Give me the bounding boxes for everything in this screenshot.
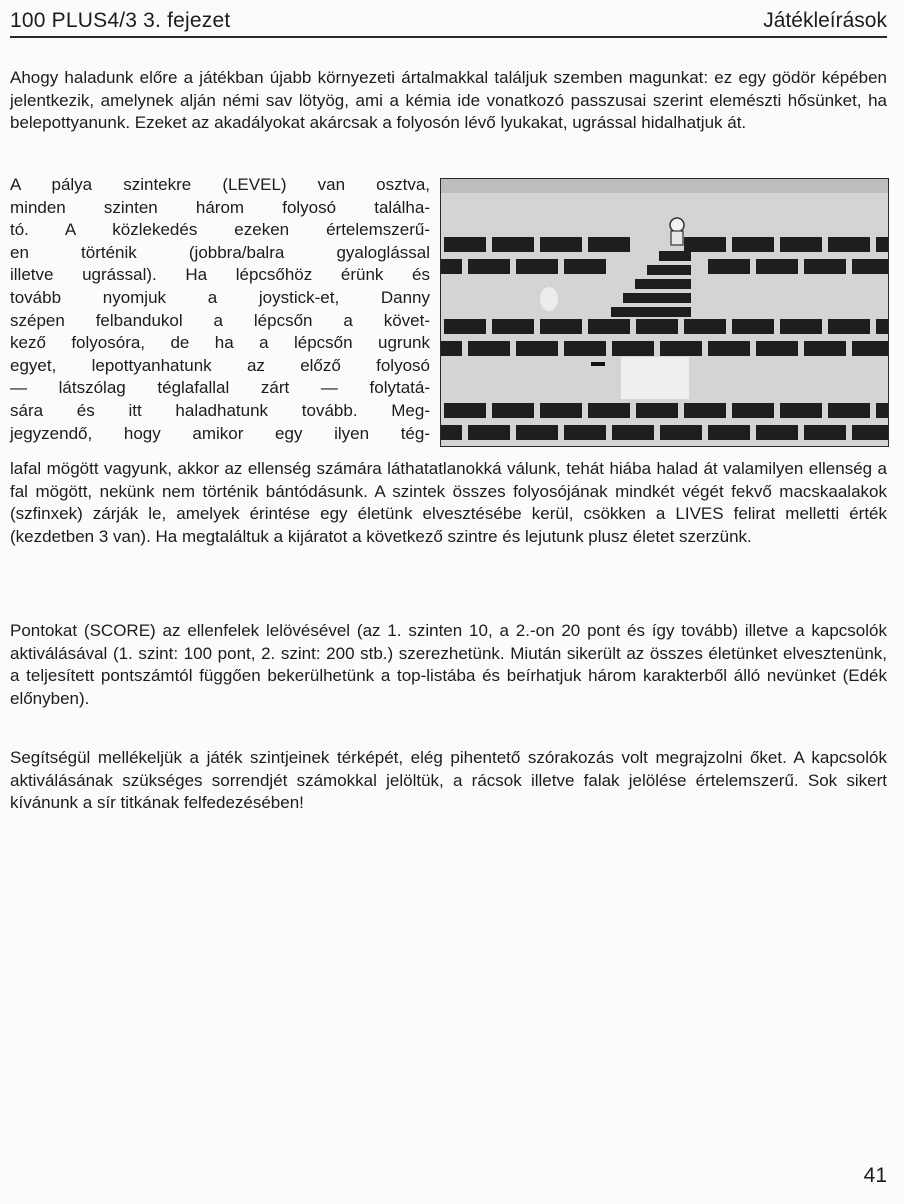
brick xyxy=(804,259,846,274)
switch-marker xyxy=(591,362,605,366)
paragraph-levels-wrapped xyxy=(10,174,430,445)
brick xyxy=(708,341,750,356)
brick xyxy=(441,259,462,274)
brick xyxy=(876,403,888,418)
running-head-left: 100 PLUS4/3 3. fejezet xyxy=(10,9,231,32)
stair-step xyxy=(659,251,691,261)
text-line: kező folyosóra, de ha a lépcsőn ugrunk xyxy=(10,333,430,353)
brick xyxy=(708,259,750,274)
brick xyxy=(492,237,534,252)
brick xyxy=(828,237,870,252)
player-sprite xyxy=(670,218,684,245)
brick xyxy=(660,425,702,440)
brick xyxy=(564,341,606,356)
brick xyxy=(516,425,558,440)
game-screenshot xyxy=(440,178,889,447)
brick xyxy=(636,403,678,418)
text-line: tó. A közlekedés ezeken értelemszerű- xyxy=(10,220,430,240)
text-line: jegyzendő, hogy amikor egy ilyen tég- xyxy=(10,423,430,443)
brick xyxy=(780,403,822,418)
brick xyxy=(852,425,888,440)
brick xyxy=(444,319,486,334)
brick xyxy=(516,341,558,356)
brick xyxy=(780,237,822,252)
running-head-right: Játékleírások xyxy=(763,9,887,32)
brick xyxy=(852,259,888,274)
brick xyxy=(684,237,726,252)
brick xyxy=(540,237,582,252)
brick xyxy=(780,319,822,334)
brick xyxy=(468,259,510,274)
brick xyxy=(540,319,582,334)
text-line: sára és itt haladhatunk tovább. Meg- xyxy=(10,400,430,420)
brick xyxy=(876,319,888,334)
brick xyxy=(756,259,798,274)
text-line: minden szinten három folyosó találha- xyxy=(10,197,430,217)
text-line: szépen felbandukol a lépcsőn a követ- xyxy=(10,310,430,330)
brick xyxy=(588,403,630,418)
page-header xyxy=(10,6,887,38)
brick xyxy=(684,403,726,418)
brick xyxy=(564,425,606,440)
brick xyxy=(684,319,726,334)
brick xyxy=(612,425,654,440)
brick xyxy=(636,319,678,334)
brick xyxy=(804,425,846,440)
brick xyxy=(588,237,630,252)
brick xyxy=(468,425,510,440)
brick xyxy=(441,341,462,356)
paragraph-levels-continued: lafal mögött vagyunk, akkor az ellenség számára láthatatlanokká válunk, tehát hiába halad át valamilyen ellenség a fal mögött, nekünk nem történik bántódásunk. A szintek összes folyosójának mindkét végét fekvő macskaalakok (szfinxek) zárják le, amelyek érintése egy életünk elvesztésébe kerül, csökken a LIVES felirat melletti érték (kezdetben 3 van). Ha megtaláltuk a kijáratot a következő szintre és lejutunk plusz életet szerzünk. xyxy=(10,459,887,546)
text-line: en történik (jobbra/balra gyaloglással xyxy=(10,242,430,262)
paragraph-score: Pontokat (SCORE) az ellenfelek lelövésével (az 1. szinten 10, a 2.-on 20 pont és így tovább) illetve a kapcsolók aktiválásával (1. szint: 100 pont, 2. szint: 200 stb.) szerezhetünk. Miután sikerült az összes életünket elvesztenünk, a teljesített pontszámtól függően bekerülhetünk a top-listába és beírhatjuk három karakterből álló nevünket (Edék előnyben). xyxy=(10,621,887,708)
paragraph-maps: Segítségül mellékeljük a játék szintjeinek térképét, elég pihentető szórakozás volt megrajzolni őket. A kapcsolók aktiválásának szükséges sorrendjét számokkal jelöltük, a rácsok illetve falak jelölése értelemszerű. Sok sikert kívánunk a sír titkának felfedezésében! xyxy=(10,748,887,813)
brick xyxy=(828,403,870,418)
brick xyxy=(756,341,798,356)
doorway-patch xyxy=(621,357,689,399)
brick xyxy=(876,237,888,252)
brick xyxy=(828,319,870,334)
brick xyxy=(732,403,774,418)
text-line: A pálya szintekre (LEVEL) van osztva, xyxy=(10,175,430,194)
brick xyxy=(540,403,582,418)
stair-step xyxy=(611,307,691,317)
brick xyxy=(468,341,510,356)
brick xyxy=(804,341,846,356)
stair-step xyxy=(635,279,691,289)
text-line: — látszólag téglafallal zárt — folytatá- xyxy=(10,378,430,398)
stair-step xyxy=(647,265,691,275)
brick-wall-scene xyxy=(441,179,888,446)
brick xyxy=(852,341,888,356)
paragraph-intro: Ahogy haladunk előre a játékban újabb környezeti ártalmakkal találjuk szemben magunkat: ez egy gödör képében jelentkezik, amelynek alján némi sav lötyög, ami a kémia ide vonatkozó passzusai szerint elemészti hősünket, ha belepottyanunk. Ezeket az akadályokat akárcsak a folyosón lévő lyukakat, ugrással hidalhatjuk át. xyxy=(10,68,887,133)
text-line: egyet, lepottyanhatunk az előző folyosó xyxy=(10,355,430,375)
brick xyxy=(492,403,534,418)
page-number: 41 xyxy=(863,1164,887,1187)
brick xyxy=(444,237,486,252)
enemy-sprite xyxy=(540,287,558,311)
brick xyxy=(732,319,774,334)
text-line: illetve ugrással). Ha lépcsőhöz érünk és xyxy=(10,265,430,285)
text-line: tovább nyomjuk a joystick-et, Danny xyxy=(10,287,430,307)
brick xyxy=(492,319,534,334)
brick xyxy=(660,341,702,356)
brick xyxy=(732,237,774,252)
brick xyxy=(564,259,606,274)
brick xyxy=(516,259,558,274)
brick xyxy=(708,425,750,440)
brick xyxy=(444,403,486,418)
brick xyxy=(612,341,654,356)
brick xyxy=(756,425,798,440)
brick xyxy=(441,425,462,440)
stair-step xyxy=(623,293,691,303)
brick xyxy=(588,319,630,334)
